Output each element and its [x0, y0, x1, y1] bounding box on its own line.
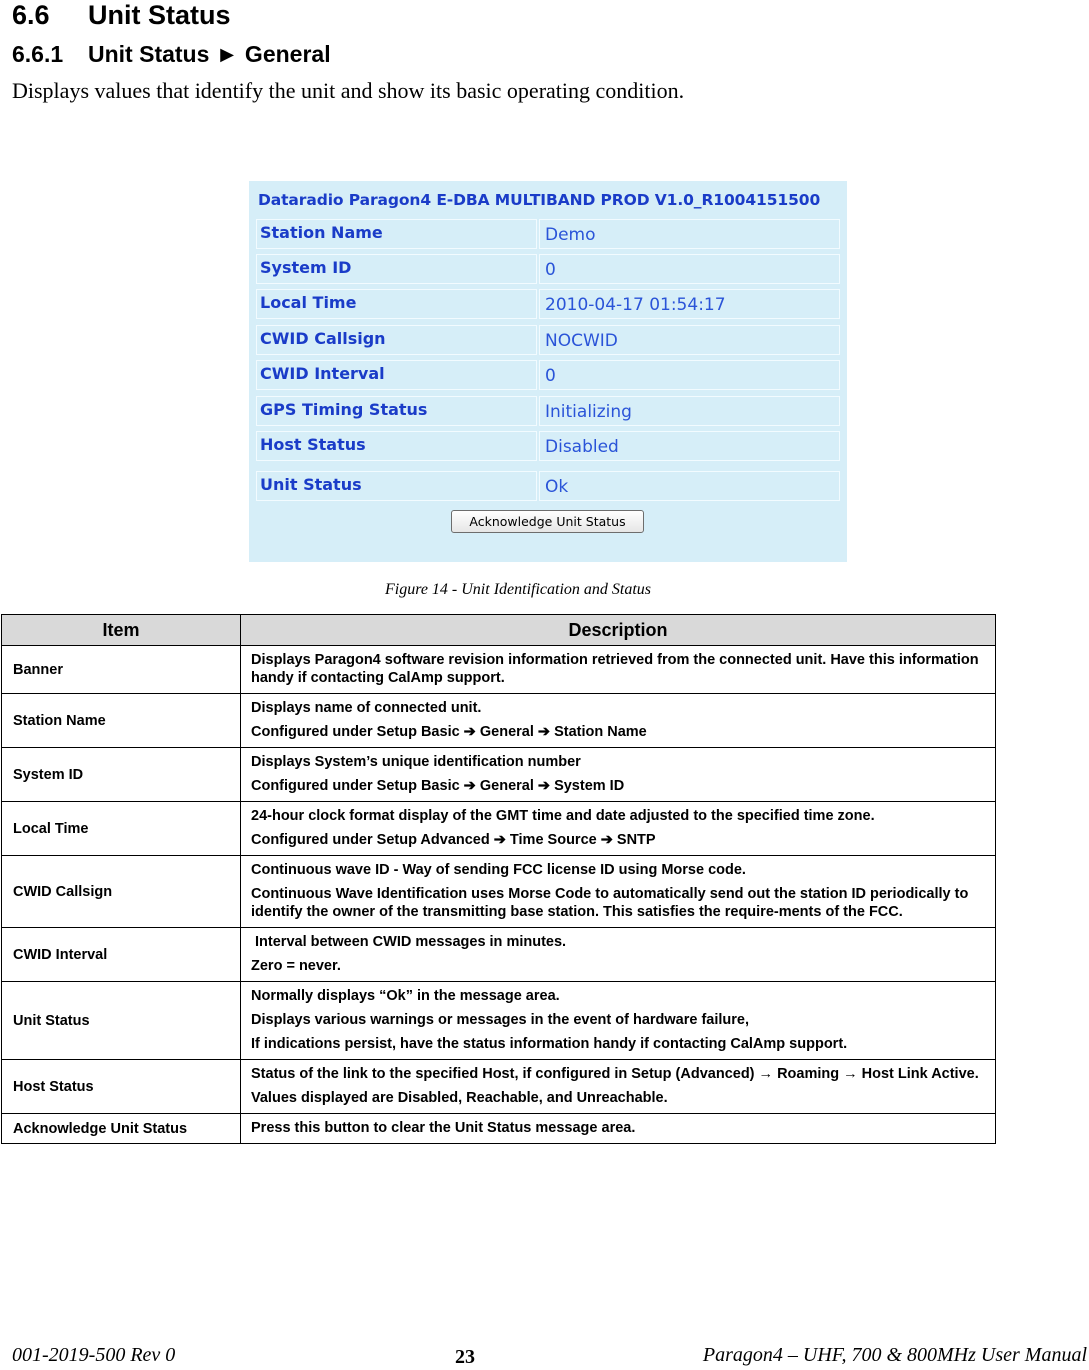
table-row: [2, 694, 996, 748]
status-row: [256, 325, 840, 357]
table-description-cell: [241, 982, 996, 1060]
status-row: [256, 431, 840, 463]
table-item-cell: Local Time: [2, 802, 241, 856]
table-item-cell: Host Status: [2, 1060, 241, 1114]
status-row: [256, 471, 840, 503]
table-row: [2, 982, 996, 1060]
table-row: [2, 928, 996, 982]
status-row: [256, 254, 840, 286]
description-line: Configured under Setup Advanced ➔ Time Source ➔ SNTP: [251, 832, 656, 848]
description-line: Continuous wave ID - Way of sending FCC license ID using Morse code.: [251, 862, 746, 878]
description-line: Configured under Setup Basic ➔ General ➔ System ID: [251, 778, 625, 794]
status-row-value: Ok: [539, 471, 840, 501]
status-row-label: CWID Callsign: [256, 325, 537, 355]
acknowledge-unit-status-button[interactable]: Acknowledge Unit Status: [451, 510, 644, 533]
status-row-label: GPS Timing Status: [256, 396, 537, 426]
description-line: Press this button to clear the Unit Status message area.: [251, 1120, 636, 1136]
subsection-number: 6.6.1: [12, 41, 64, 67]
software-banner: Dataradio Paragon4 E-DBA MULTIBAND PROD V1.0_R1004151500: [258, 191, 821, 209]
status-row: [256, 360, 840, 392]
description-line: Configured under Setup Basic ➔ General ➔ Station Name: [251, 724, 647, 740]
doc-number: 001-2019-500 Rev 0: [12, 1344, 176, 1366]
section-heading: [12, 0, 231, 31]
status-row-value: NOCWID: [539, 325, 840, 355]
status-row-value: 2010-04-17 01:54:17: [539, 289, 840, 319]
subsection-heading: [12, 41, 331, 68]
table-description-cell: [241, 928, 996, 982]
description-line: Status of the link to the specified Host, if configured in Setup (Advanced) → Roaming → Host Link Active.: [251, 1066, 979, 1082]
status-row: [256, 219, 840, 251]
description-line: 24-hour clock format display of the GMT time and date adjusted to the specified time zone.: [251, 808, 875, 824]
table-description-cell: [241, 856, 996, 928]
table-description-cell: [241, 748, 996, 802]
table-item-cell: CWID Callsign: [2, 856, 241, 928]
page-number: 23: [455, 1346, 475, 1368]
description-line: Displays name of connected unit.: [251, 700, 482, 716]
status-row-label: Station Name: [256, 219, 537, 249]
description-line: Interval between CWID messages in minutes.: [251, 934, 567, 950]
table-item-cell: CWID Interval: [2, 928, 241, 982]
section-number: 6.6: [12, 0, 50, 30]
status-row-label: Host Status: [256, 431, 537, 461]
description-line: Zero = never.: [251, 958, 341, 974]
table-item-cell: Acknowledge Unit Status: [2, 1114, 241, 1144]
table-item-cell: Station Name: [2, 694, 241, 748]
table-row: [2, 1114, 996, 1144]
unit-status-screenshot: [249, 181, 847, 562]
table-description-cell: [241, 1114, 996, 1144]
subsection-title: Unit Status ► General: [88, 41, 331, 67]
description-line: Displays various warnings or messages in the event of hardware failure,: [251, 1012, 750, 1028]
table-description-cell: [241, 802, 996, 856]
description-line: If indications persist, have the status information handy if contacting CalAmp support.: [251, 1036, 848, 1052]
table-item-cell: Banner: [2, 646, 241, 694]
status-row-value: Demo: [539, 219, 840, 249]
table-row: [2, 748, 996, 802]
figure-caption: Figure 14 - Unit Identification and Status: [384, 581, 652, 598]
status-row-label: Local Time: [256, 289, 537, 319]
section-title: Unit Status: [88, 0, 231, 30]
status-row-label: CWID Interval: [256, 360, 537, 390]
header-item: Item: [2, 615, 241, 646]
status-row: [256, 289, 840, 321]
table-description-cell: [241, 1060, 996, 1114]
description-line: Displays System’s unique identification number: [251, 754, 581, 770]
table-description-cell: [241, 646, 996, 694]
table-row: [2, 1060, 996, 1114]
table-row: [2, 856, 996, 928]
status-row-value: 0: [539, 360, 840, 390]
description-line: Continuous Wave Identification uses Morse Code to automatically send out the station ID periodically to identify the owner of the transmitting base station. This satisfies the require-ments of the FCC.: [251, 886, 973, 920]
description-line: Normally displays “Ok” in the message area.: [251, 988, 560, 1004]
status-row-value: Disabled: [539, 431, 840, 461]
status-row-label: System ID: [256, 254, 537, 284]
status-row: [256, 396, 840, 428]
header-description: Description: [241, 615, 996, 646]
manual-title: Paragon4 – UHF, 700 & 800MHz User Manual: [702, 1344, 1087, 1366]
page-footer: [0, 1344, 1089, 1370]
table-item-cell: Unit Status: [2, 982, 241, 1060]
description-line: Values displayed are Disabled, Reachable, and Unreachable.: [251, 1090, 668, 1106]
description-table: [1, 614, 996, 1144]
status-row-label: Unit Status: [256, 471, 537, 501]
status-row-value: 0: [539, 254, 840, 284]
table-item-cell: System ID: [2, 748, 241, 802]
table-header-row: [2, 615, 996, 646]
intro-paragraph: Displays values that identify the unit and show its basic operating condition.: [12, 78, 685, 103]
table-description-cell: [241, 694, 996, 748]
table-row: [2, 802, 996, 856]
status-row-value: Initializing: [539, 396, 840, 426]
table-row: [2, 646, 996, 694]
description-line: Displays Paragon4 software revision information retrieved from the connected unit. Have this information handy if contacting CalAmp support.: [251, 652, 983, 686]
